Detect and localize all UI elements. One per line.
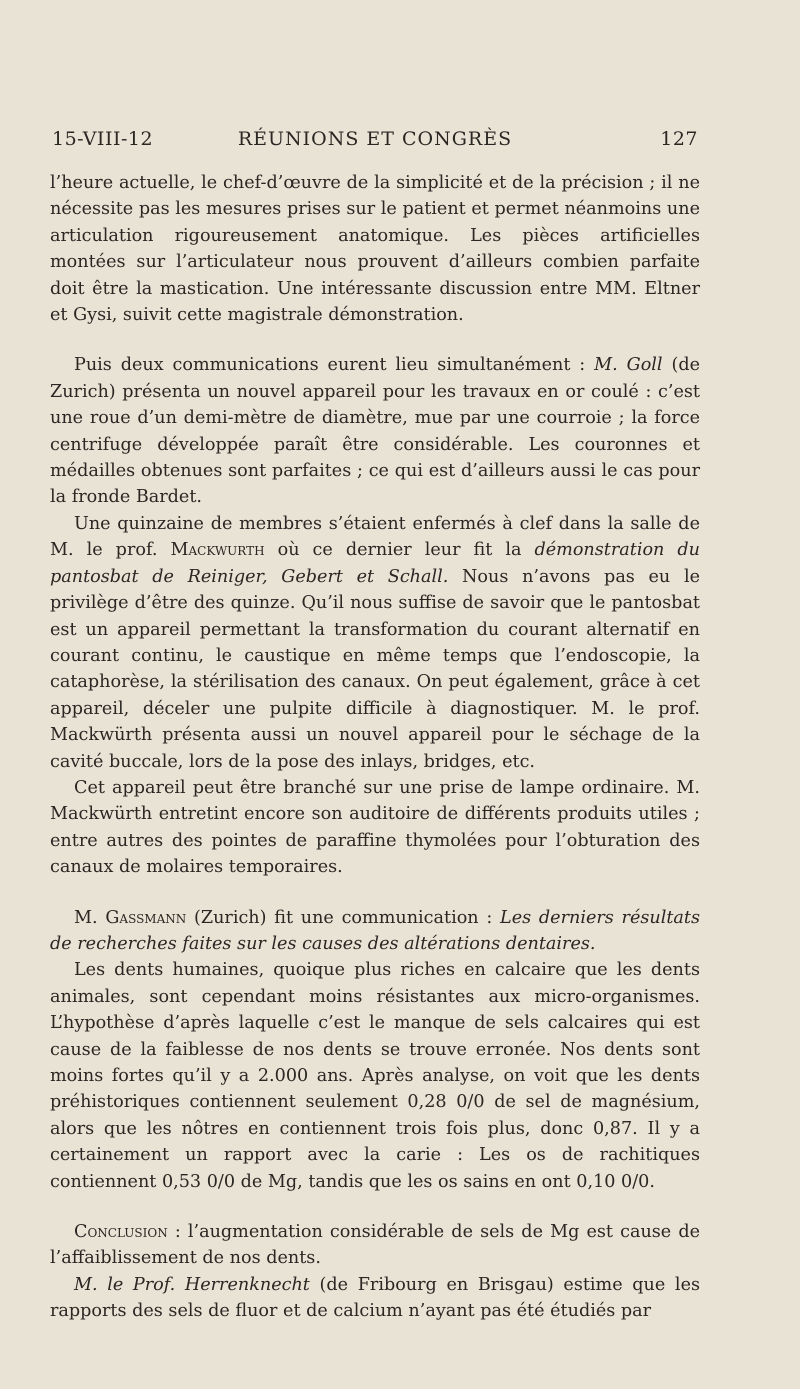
text-run: M.: [74, 907, 106, 928]
text-run: où ce dernier leur fit la: [264, 540, 535, 561]
text-run: (de Zurich) présenta un nouvel appareil pour les travaux en or coulé : c’est une roue d’un demi-mètre de diamètre, mue par une courroie ; la force centrifuge développée paraît être considérable. Les couronnes et médailles obtenues sont parfaites ; ce qui est d’ailleurs aussi le cas pour la fronde Bardet.: [50, 355, 701, 508]
italic-run: démonstration du pantosbat de Reiniger, Gebert et Schall.: [50, 540, 700, 587]
smallcaps-run: Gassmann: [105, 907, 187, 928]
paragraph-appareil: Cet appareil peut être branché sur une prise de lampe ordinaire. M. Mackwürth entretint encore son auditoire de différents produits utiles ; entre autres des pointes de paraffine thymolées pour l’obturation des canaux de molaires temporaires.: [50, 777, 700, 878]
italic-run: Les derniers résultats de recherches faites sur les causes des altérations dentaires.: [50, 907, 701, 954]
paragraph-goll: [50, 352, 700, 510]
paragraph-conclusion: [50, 1219, 700, 1272]
text-run: Nous n’avons pas eu le privilège d’être des quinze. Qu’il nous suffise de savoir que le pantosbat est un appareil permettant la transformation du courant alternatif en courant continu, le caustique en même temps que l’endoscopie, la cataphorèse, la stérilisation des canaux. On peut également, grâce à cet appareil, déceler une pulpite difficile à diagnostiquer. M. le prof. Mackwürth présenta aussi un nouvel appareil pour le séchage de la cavité buccale, lors de la pose des inlays, bridges, etc.: [50, 566, 700, 772]
italic-run: M. Goll: [594, 355, 663, 376]
text-run: Puis deux communications eurent lieu simultanément :: [74, 355, 595, 376]
smallcaps-run: Conclusion: [74, 1222, 168, 1243]
smallcaps-run: Mackwurth: [170, 540, 265, 561]
paragraph-herrenknecht: [50, 1272, 700, 1325]
header-title: RÉUNIONS ET CONGRÈS: [237, 128, 513, 150]
text-run: (Zurich) fit une communication :: [186, 907, 501, 928]
paragraph-dents: Les dents humaines, quoique plus riches en calcaire que les dents animales, sont cependant moins résistantes aux micro-organismes. L’hypothèse d’après laquelle c’est le manque de sels calcaires qui est cause de la faiblesse de nos dents se trouve erronée. Nos dents sont moins fortes qu’il y a 2.000 ans. Après analyse, on voit que les dents préhistoriques contiennent seulement 0,28 0/0 de sel de magnésium, alors que les nôtres en contiennent trois fois plus, donc 0,87. Il y a certainement un rapport avec la carie : Les os de rachitiques contiennent 0,53 0/0 de Mg, tandis que les os sains en ont 0,10 0/0.: [50, 960, 700, 1192]
page-number: 127: [660, 128, 698, 150]
body-text: [50, 170, 700, 1325]
paragraph-articulateur: l’heure actuelle, le chef-d’œuvre de la simplicité et de la précision ; il ne nécessite pas les mesures prises sur le patient et permet néanmoins une articulation rigoureusement anatomique. Les pièces artificielles montées sur l’articulateur nous prouvent d’ailleurs combien parfaite doit être la mastication. Une intéressante discussion entre MM. Eltner et Gysi, suivit cette magistrale démonstration.: [50, 173, 700, 326]
text-run: : l’augmentation considérable de sels de Mg est cause de l’affaiblissement de nos dents.: [50, 1222, 700, 1269]
paragraph-gassmann: [50, 905, 700, 958]
text-run: (de Fribourg en Brisgau) estime que les rapports des sels de fluor et de calcium n’ayant pas été étudiés par: [50, 1274, 701, 1322]
text-run: Une quinzaine de membres s’étaient enfermés à clef dans la salle de M. le prof.: [50, 513, 700, 561]
paragraph-mackwurth: [50, 511, 700, 775]
header-date: 15-VIII-12: [52, 128, 154, 150]
italic-run: M. le Prof. Herrenknecht: [74, 1274, 310, 1295]
